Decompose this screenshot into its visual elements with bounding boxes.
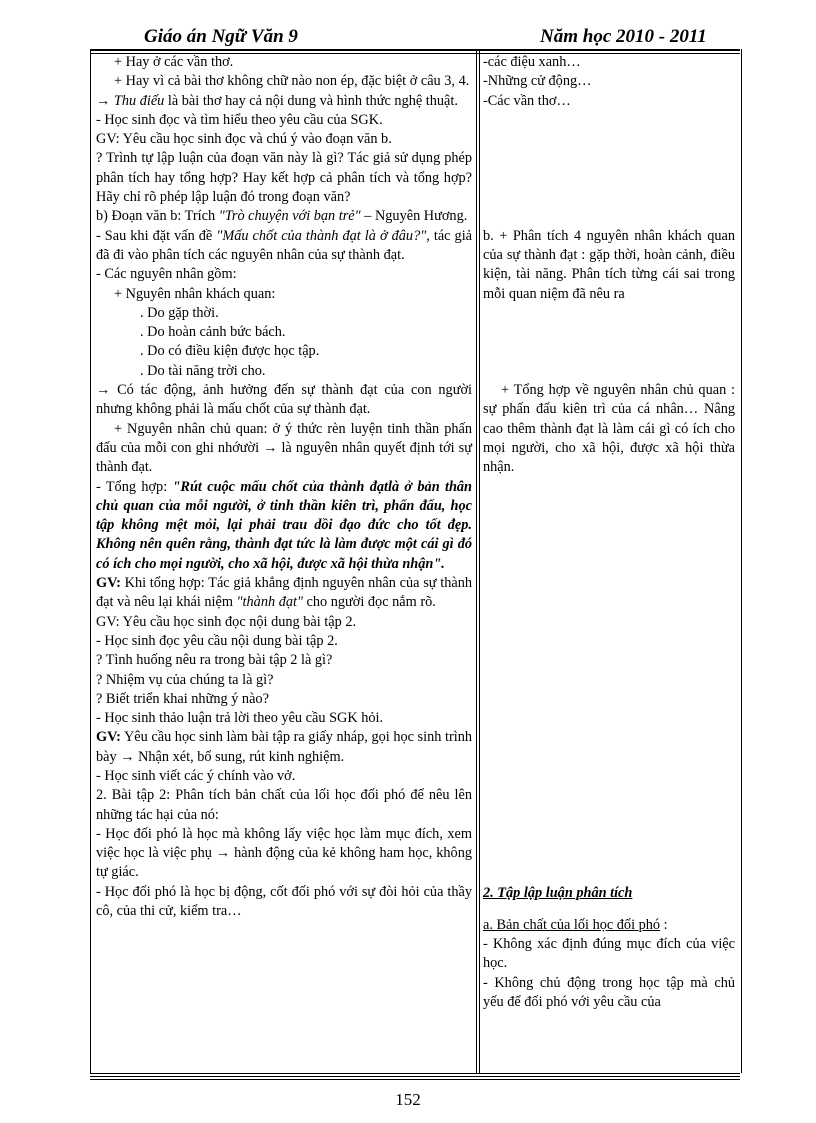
text-line: - Học sinh thảo luận trả lời theo yêu cầu SGK hỏi. bbox=[96, 710, 384, 727]
text-line: - Học đối phó là học bị động, cốt đối phó với sự đòi hỏi của thầy cô, của thi cử, kiểm tra… bbox=[96, 883, 472, 920]
poem-title: Thu điếu bbox=[113, 92, 165, 109]
quoted-term: "thành đạt" bbox=[236, 594, 303, 611]
text-line: b. + Phân tích 4 nguyên nhân khách quan của sự thành đạt : gặp thời, hoàn cảnh, điều kiện, tài năng. Phân tích từng cái sai trong mỗi quan niệm đã nêu ra bbox=[483, 227, 735, 302]
text-line bbox=[96, 227, 472, 266]
text-line: - Học sinh viết các ý chính vào vở. bbox=[96, 767, 296, 784]
left-column-activities bbox=[96, 53, 472, 921]
text-line: - Học đối phó là học mà không lấy việc học làm mục đích, xem việc học là việc phụ → hành động của kẻ không ham học, không tự giác. bbox=[96, 825, 472, 881]
quoted-summary: "Rút cuộc mấu chốt của thành đạtlà ở bản thân chủ quan của mỗi người, ở tinh thần kiên trì, phấn đấu, học tập không mệt mỏi, lại phải trau dồi đạo đức cho tốt đẹp. Không nên quên rằng, thành đạt tức là làm được một cái gì đó có ích cho mọi người, cho xã hội, được xã hội thừa nhận". bbox=[96, 478, 473, 572]
page-number: 152 bbox=[395, 1090, 421, 1109]
text-span: b) Đoạn văn b: Trích bbox=[96, 208, 219, 225]
list-item: . Do tài năng trời cho. bbox=[140, 362, 266, 379]
section-heading: 2. Tập lập luận phân tích bbox=[483, 884, 633, 901]
text-line bbox=[96, 728, 472, 767]
footer-rule bbox=[90, 1076, 740, 1077]
text-span: : bbox=[660, 916, 668, 933]
text-line: - Không chủ động trong học tập mà chủ yếu để đối phó với yêu cầu của bbox=[483, 974, 735, 1011]
text-line: -Những cử động… bbox=[483, 73, 592, 90]
text-line: -Các vần thơ… bbox=[483, 92, 571, 109]
footer-rule bbox=[90, 1073, 740, 1074]
quoted-title: "Trò chuyện với bạn trẻ" bbox=[218, 208, 361, 225]
text-line: - Không xác định đúng mục đích của việc học. bbox=[483, 936, 735, 972]
list-item: . Do hoàn cảnh bức bách. bbox=[140, 324, 286, 341]
text-span: là bài thơ hay cả nội dung và hình thức nghệ thuật. bbox=[164, 92, 458, 109]
text-line bbox=[96, 92, 472, 111]
text-line: GV: Yêu cầu học sinh đọc nội dung bài tập 2. bbox=[96, 613, 357, 630]
teacher-label: GV: bbox=[96, 575, 121, 592]
teacher-label: GV: bbox=[96, 729, 121, 746]
text-line: - Học sinh đọc yêu cầu nội dung bài tập 2. bbox=[96, 632, 338, 649]
subsection-heading bbox=[483, 916, 735, 935]
text-line: → Có tác động, ảnh hưởng đến sự thành đạt của con người nhưng không phải là mấu chốt của sự thành đạt. bbox=[96, 382, 472, 418]
header-subject-title: Giáo án Ngữ Văn 9 bbox=[144, 26, 298, 47]
header-school-year: Năm học 2010 - 2011 bbox=[540, 26, 707, 47]
right-column-content bbox=[483, 53, 735, 1012]
text-line bbox=[96, 207, 472, 226]
text-span: Khi tổng hợp: Tác giả khẳng định nguyên nhân của sự thành đạt và nêu lại khái niệm bbox=[96, 575, 472, 611]
text-line: + Tổng hợp về nguyên nhân chủ quan : sự phấn đấu kiên trì của cá nhân… Nâng cao thêm thành đạt là làm cái gì có ích cho mọi người, cho xã hội, được xã hội thừa nhận. bbox=[483, 382, 735, 476]
text-line: -các điệu xanh… bbox=[483, 54, 581, 70]
question-line: ? Trình tự lập luận của đoạn văn này là gì? Tác giả sử dụng phép phân tích hay tổng hợp? Hay kết hợp cả phân tích và tổng hợp? Hãy chỉ rõ phép lập luận đó trong đoạn văn? bbox=[96, 150, 472, 206]
column-divider-inner bbox=[479, 49, 480, 1073]
text-line: - Học sinh đọc và tìm hiểu theo yêu cầu của SGK. bbox=[96, 111, 383, 128]
text-span: – Nguyên Hương. bbox=[360, 208, 468, 225]
text-line bbox=[96, 574, 472, 613]
text-line: + Hay vì cả bài thơ không chữ nào non ép, đặc biệt ở câu 3, 4. bbox=[114, 73, 470, 90]
question-line: ? Nhiệm vụ của chúng ta là gì? bbox=[96, 671, 274, 688]
text-line: + Nguyên nhân khách quan: bbox=[114, 285, 276, 302]
question-line: ? Tình huống nêu ra trong bài tập 2 là gì? bbox=[96, 652, 333, 669]
list-item: . Do có điều kiện được học tập. bbox=[140, 343, 320, 360]
list-item: . Do gặp thời. bbox=[140, 304, 219, 321]
text-line: 2. Bài tập 2: Phân tích bản chất của lối học đối phó để nêu lên những tác hại của nó: bbox=[96, 787, 472, 823]
footer-rule bbox=[90, 1079, 740, 1080]
text-span: cho người đọc nắm rõ. bbox=[302, 594, 436, 611]
text-span: a. Bản chất của lối học đối phó bbox=[483, 916, 661, 933]
quoted-question: "Mấu chốt của thành đạt là ở đâu?" bbox=[216, 227, 427, 244]
text-line: + Nguyên nhân chủ quan: ở ý thức rèn luyện tinh thần phấn đấu của mỗi con ghi nhớười → là nguyên nhân quyết định tới sự thành đạt. bbox=[96, 420, 472, 476]
text-line: - Các nguyên nhân gồm: bbox=[96, 266, 237, 283]
question-line: ? Biết triển khai những ý nào? bbox=[96, 690, 269, 707]
text-line: + Hay ở các vần thơ. bbox=[114, 54, 234, 70]
text-line bbox=[96, 478, 472, 574]
text-span: - Tổng hợp: bbox=[96, 478, 173, 495]
arrow-glyph: → bbox=[96, 92, 114, 109]
text-span: Yêu cầu học sinh làm bài tập ra giấy nháp, gọi học sinh trình bày → Nhận xét, bổ sung, rút kinh nghiệm. bbox=[96, 729, 472, 765]
text-span: - Sau khi đặt vấn đề bbox=[96, 227, 217, 244]
text-span: , tác giả đã đi vào phân tích các nguyên nhân của sự thành đạt. bbox=[96, 227, 473, 263]
text-line: GV: Yêu cầu học sinh đọc và chú ý vào đoạn văn b. bbox=[96, 131, 392, 148]
column-divider bbox=[476, 49, 477, 1073]
